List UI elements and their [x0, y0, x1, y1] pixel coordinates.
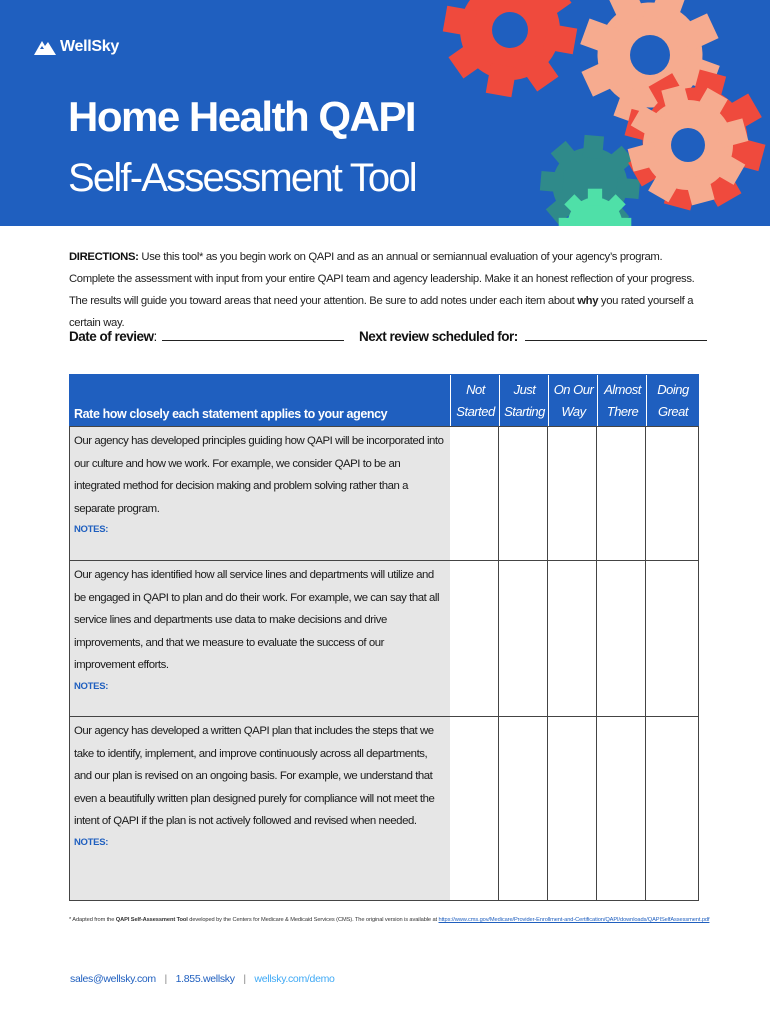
rating-box-doing-great[interactable]: [646, 561, 698, 716]
rating-box-almost-there[interactable]: [597, 427, 646, 560]
directions-lead: DIRECTIONS:: [69, 251, 139, 263]
footnote-mid: developed by the Centers for Medicare & Medicaid Services (CMS). The original version is available at: [187, 917, 439, 923]
column-header-almost-there: [598, 379, 647, 423]
column-header-line: Great: [657, 404, 688, 419]
decorative-gears-illustration: [430, 0, 770, 226]
rating-box-just-starting[interactable]: [499, 427, 548, 560]
table-row: [69, 426, 699, 561]
footer-phone[interactable]: 1.855.wellsky: [175, 973, 235, 985]
footer-separator: |: [164, 973, 167, 985]
next-review-label: Next review scheduled for:: [359, 329, 518, 344]
rating-box-almost-there[interactable]: [597, 717, 646, 900]
logo-text: WellSky: [60, 38, 119, 55]
notes-label: NOTES:: [74, 680, 109, 692]
directions-emphasis: why: [577, 295, 599, 307]
notes-label: NOTES:: [74, 836, 109, 848]
page-title: Home Health QAPI: [68, 93, 416, 140]
column-header-just-starting: [500, 379, 549, 423]
rating-box-almost-there[interactable]: [597, 561, 646, 716]
column-header-line: Just: [513, 382, 536, 397]
column-header-line: Almost: [604, 382, 641, 397]
column-header-line: Way: [561, 404, 586, 419]
footnote: [69, 917, 709, 923]
column-header-line: Doing: [657, 382, 689, 397]
date-of-review-colon: :: [153, 329, 157, 344]
rating-box-just-starting[interactable]: [499, 561, 548, 716]
rating-box-doing-great[interactable]: [646, 427, 698, 560]
directions-paragraph: [69, 246, 709, 334]
directions-text-1: Use this tool* as you begin work on QAPI and as an annual or semiannual evaluation of your agency’s program. Complete the assessment with input from your entire QAPI team and agency leadership. Make it an honest reflection of your progress. The results will guide you toward areas that need your attention. Be sure to add notes under each item about: [69, 251, 695, 307]
table-row: [69, 561, 699, 717]
statement-text: Our agency has developed principles guiding how QAPI will be incorporated into our culture and how we work. For example, we consider QAPI to be an integrated method for decision making and problem solving rather than a separate program.: [74, 435, 444, 515]
rating-box-not-started[interactable]: [450, 561, 499, 716]
wellsky-logo: [34, 38, 119, 56]
mountain-logo-icon: [34, 39, 56, 55]
table-row: [69, 717, 699, 901]
date-of-review-label: Date of review: [69, 329, 154, 344]
header-banner: [0, 0, 770, 226]
column-header-line: On Our: [553, 382, 594, 397]
footnote-tool-name: QAPI Self-Assessment Tool: [115, 917, 188, 923]
rating-box-on-our-way[interactable]: [548, 561, 597, 716]
column-header-not-started: [451, 379, 500, 423]
footer-separator: |: [243, 973, 246, 985]
rating-box-just-starting[interactable]: [499, 717, 548, 900]
footer-demo-link[interactable]: wellsky.com/demo: [254, 973, 335, 985]
statement-cell: [70, 717, 451, 900]
statement-text: Our agency has identified how all service lines and departments will utilize and be engaged in QAPI to plan and do their work. For example, we can say that all service lines and departments use data to make decisions and drive improvements, and that we measure to evaluate the success of our improvement efforts.: [74, 569, 440, 671]
rating-box-not-started[interactable]: [450, 717, 499, 900]
contact-footer: [70, 973, 335, 985]
date-of-review-row: [69, 328, 344, 344]
statement-cell: [70, 561, 451, 716]
column-header-line: Started: [456, 404, 495, 419]
next-review-row: [359, 328, 707, 344]
page-subtitle: Self-Assessment Tool: [68, 156, 416, 200]
statement-text: Our agency has developed a written QAPI plan that includes the steps that we take to identify, implement, and improve continuously across all departments, and our plan is revised on an ongoing basis. For example, we understand that even a beautifully written plan designed purely for compliance will not meet the intent of QAPI if the plan is not actively followed and revised when needed.: [74, 725, 435, 827]
date-of-review-field[interactable]: [162, 328, 344, 341]
assessment-table: [69, 374, 699, 901]
footnote-cms-link[interactable]: https://www.cms.gov/Medicare/Provider-Enrollment-and-Certification/QAPI/downloads/QAPISelfAssessment.pdf: [438, 917, 710, 923]
rating-box-on-our-way[interactable]: [548, 427, 597, 560]
footer-email-link[interactable]: sales@wellsky.com: [70, 973, 156, 985]
column-header-line: Not: [466, 382, 485, 397]
column-header-on-our-way: [549, 379, 598, 423]
rating-box-doing-great[interactable]: [646, 717, 698, 900]
table-header: [69, 374, 699, 426]
column-header-doing-great: [647, 379, 699, 423]
notes-label: NOTES:: [74, 524, 109, 535]
column-header-line: There: [606, 404, 639, 419]
statement-cell: [70, 427, 451, 560]
footnote-pre: * Adapted from the: [69, 917, 116, 923]
next-review-field[interactable]: [525, 328, 707, 341]
rating-box-not-started[interactable]: [450, 427, 499, 560]
rating-box-on-our-way[interactable]: [548, 717, 597, 900]
directions-text-2: you rated yourself a certain way.: [69, 295, 694, 329]
column-header-line: Starting: [504, 404, 545, 419]
table-header-label: Rate how closely each statement applies to your agency: [74, 407, 388, 421]
